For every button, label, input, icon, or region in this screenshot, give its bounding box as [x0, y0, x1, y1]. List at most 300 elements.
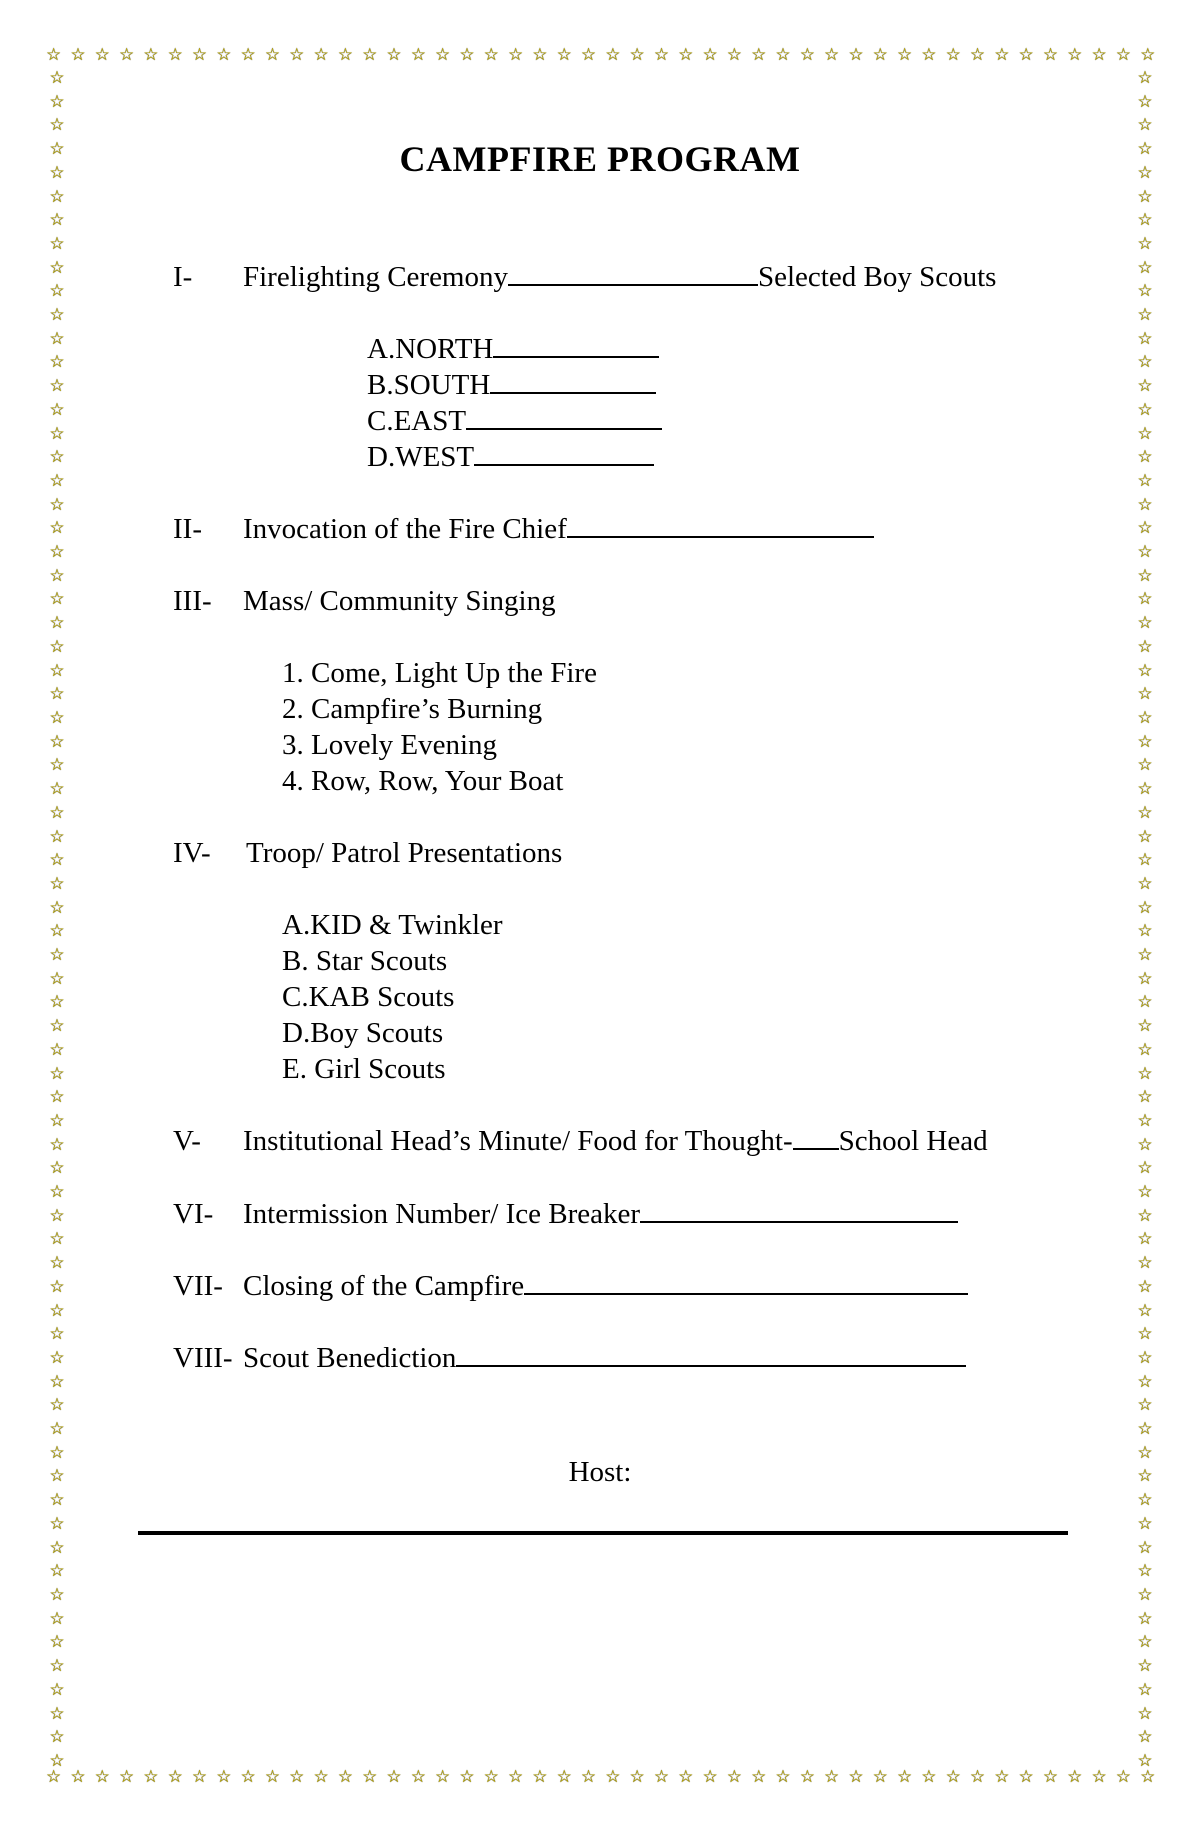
section-numeral: IV-: [173, 837, 211, 869]
list-item-label: D.: [367, 441, 396, 473]
star-icon: ☆: [1137, 1703, 1153, 1724]
star-icon: ☆: [216, 44, 232, 65]
star-icon: ☆: [49, 1158, 65, 1179]
star-icon: ☆: [1137, 755, 1153, 776]
star-icon: ☆: [386, 1766, 402, 1787]
fill-in-blank[interactable]: [474, 440, 654, 466]
section-text: Scout Benediction: [243, 1342, 457, 1374]
star-icon: ☆: [49, 1039, 65, 1060]
star-icon: ☆: [1137, 470, 1153, 491]
star-icon: ☆: [1137, 1087, 1153, 1108]
star-icon: ☆: [49, 257, 65, 278]
star-icon: ☆: [1137, 1490, 1153, 1511]
star-icon: ☆: [1137, 352, 1153, 373]
star-icon: ☆: [337, 44, 353, 65]
star-icon: ☆: [1137, 68, 1153, 88]
host-label: Host:: [568, 1456, 632, 1488]
star-icon: ☆: [313, 1766, 329, 1787]
star-icon: ☆: [799, 44, 815, 65]
star-icon: ☆: [1137, 1039, 1153, 1060]
star-icon: ☆: [605, 44, 621, 65]
star-icon: ☆: [49, 826, 65, 847]
star-icon: ☆: [70, 44, 86, 65]
star-icon: ☆: [1137, 1750, 1153, 1771]
star-icon: ☆: [1137, 1016, 1153, 1037]
section-text: Firelighting Ceremony: [243, 261, 508, 293]
star-icon: ☆: [945, 44, 961, 65]
star-icon: ☆: [507, 44, 524, 65]
star-icon: ☆: [49, 186, 65, 207]
star-icon: ☆: [49, 423, 65, 444]
star-icon: ☆: [1018, 1766, 1034, 1787]
list-item: [282, 980, 454, 1014]
star-icon: ☆: [435, 1766, 451, 1787]
star-icon: ☆: [49, 945, 65, 966]
list-item-label: 2.: [282, 693, 304, 725]
star-icon: ☆: [49, 1561, 65, 1582]
star-icon: ☆: [1137, 210, 1153, 231]
star-icon: ☆: [1137, 1395, 1153, 1416]
star-icon: ☆: [994, 44, 1010, 65]
star-icon: ☆: [580, 44, 597, 65]
star-icon: ☆: [49, 1205, 65, 1226]
star-icon: ☆: [49, 897, 65, 918]
star-icon: ☆: [49, 376, 65, 397]
section-text: Intermission Number/ Ice Breaker: [243, 1198, 640, 1230]
section-numeral: V-: [173, 1125, 201, 1157]
star-icon: ☆: [49, 1300, 65, 1321]
star-icon: ☆: [1137, 921, 1153, 942]
star-icon: ☆: [459, 44, 475, 65]
star-icon: ☆: [1137, 1182, 1153, 1203]
star-icon: ☆: [49, 1253, 65, 1274]
star-icon: ☆: [49, 921, 65, 942]
star-icon: ☆: [49, 115, 65, 136]
star-icon: ☆: [49, 636, 65, 657]
star-icon: ☆: [1137, 1205, 1153, 1226]
star-icon: ☆: [1042, 44, 1059, 65]
list-item-label: D.: [282, 1017, 311, 1049]
star-icon: ☆: [49, 1324, 65, 1345]
star-icon: ☆: [49, 1490, 65, 1511]
star-icon: ☆: [1137, 1229, 1153, 1250]
star-icon: ☆: [1067, 1766, 1083, 1787]
star-icon: ☆: [775, 1766, 791, 1787]
star-icon: ☆: [483, 1766, 499, 1787]
star-icon: ☆: [70, 1766, 86, 1787]
star-icon: ☆: [49, 1087, 65, 1108]
star-icon: ☆: [1137, 945, 1153, 966]
star-icon: ☆: [167, 1766, 183, 1787]
star-icon: ☆: [49, 1419, 65, 1440]
section-line: [243, 1341, 966, 1375]
section-line: [243, 584, 556, 618]
star-icon: ☆: [46, 1766, 62, 1787]
star-icon: ☆: [1137, 826, 1153, 847]
section-text: Institutional Head’s Minute/ Food for Thought-: [243, 1125, 793, 1157]
star-icon: ☆: [362, 1766, 378, 1787]
star-icon: ☆: [49, 210, 65, 231]
star-icon: ☆: [49, 233, 65, 254]
section-line: [243, 1197, 958, 1231]
star-icon: ☆: [532, 44, 548, 65]
star-icon: ☆: [1115, 44, 1131, 65]
star-icon: ☆: [143, 1766, 159, 1787]
star-icon: ☆: [1137, 233, 1153, 254]
section-line: [243, 1269, 968, 1303]
star-icon: ☆: [49, 68, 65, 88]
fill-in-blank[interactable]: [466, 404, 662, 430]
star-icon: ☆: [1137, 1158, 1153, 1179]
star-icon: ☆: [1137, 1253, 1153, 1274]
star-icon: ☆: [921, 1766, 937, 1787]
star-icon: ☆: [580, 1766, 597, 1787]
star-icon: ☆: [49, 1276, 65, 1297]
fill-in-blank[interactable]: [524, 1269, 968, 1295]
star-icon: ☆: [1137, 328, 1153, 349]
star-icon: ☆: [49, 1513, 65, 1534]
list-item: [367, 404, 662, 438]
star-icon: ☆: [49, 1229, 65, 1250]
star-icon: ☆: [1137, 565, 1153, 586]
star-icon: ☆: [362, 44, 378, 65]
star-icon: ☆: [1137, 494, 1153, 515]
star-icon: ☆: [191, 44, 208, 65]
star-icon: ☆: [49, 565, 65, 586]
list-item-label: C.: [282, 981, 309, 1013]
list-item-label: B.: [367, 369, 394, 401]
list-item-text: Campfire’s Burning: [311, 693, 543, 725]
star-icon: ☆: [1137, 1679, 1153, 1700]
list-item-label: A.: [282, 909, 311, 941]
section-line: [243, 1124, 988, 1158]
star-icon: ☆: [264, 44, 281, 65]
star-icon: ☆: [653, 1766, 670, 1787]
star-icon: ☆: [1137, 139, 1153, 160]
star-icon: ☆: [678, 44, 694, 65]
star-icon: ☆: [49, 731, 65, 752]
section-numeral: VIII-: [173, 1342, 233, 1374]
star-icon: ☆: [49, 1750, 65, 1771]
star-icon: ☆: [532, 1766, 548, 1787]
star-icon: ☆: [1137, 802, 1153, 823]
star-icon: ☆: [1137, 447, 1153, 468]
star-icon: ☆: [1137, 257, 1153, 278]
star-icon: ☆: [49, 1585, 65, 1605]
star-icon: ☆: [702, 44, 718, 65]
section-numeral: II-: [173, 513, 202, 545]
star-icon: ☆: [49, 1134, 65, 1155]
star-icon: ☆: [799, 1766, 815, 1787]
star-icon: ☆: [1067, 44, 1083, 65]
star-icon: ☆: [49, 494, 65, 515]
star-icon: ☆: [1137, 684, 1153, 705]
star-icon: ☆: [848, 44, 864, 65]
fill-in-blank[interactable]: [493, 332, 659, 358]
list-item-label: A.: [367, 333, 396, 365]
star-icon: ☆: [1137, 518, 1153, 539]
star-icon: ☆: [216, 1766, 232, 1787]
star-icon: ☆: [143, 44, 159, 65]
star-icon: ☆: [49, 1656, 65, 1677]
star-icon: ☆: [653, 44, 670, 65]
list-item-label: 1.: [282, 657, 304, 689]
list-item-text: Girl Scouts: [314, 1053, 446, 1085]
star-icon: ☆: [49, 684, 65, 705]
star-icon: ☆: [872, 44, 888, 65]
star-icon: ☆: [410, 44, 426, 65]
star-icon: ☆: [49, 91, 65, 112]
star-icon: ☆: [410, 1766, 426, 1787]
star-icon: ☆: [118, 44, 135, 65]
star-icon: ☆: [49, 542, 65, 563]
star-icon: ☆: [240, 44, 256, 65]
star-icon: ☆: [49, 613, 65, 634]
list-item: [367, 368, 656, 402]
star-icon: ☆: [1140, 1766, 1156, 1787]
star-icon: ☆: [1137, 1608, 1153, 1629]
list-item-label: E.: [282, 1053, 307, 1085]
section-numeral: VII-: [173, 1270, 223, 1302]
star-icon: ☆: [49, 328, 65, 349]
star-icon: ☆: [1137, 1134, 1153, 1155]
star-icon: ☆: [1137, 1063, 1153, 1084]
star-icon: ☆: [118, 1766, 135, 1787]
star-icon: ☆: [1137, 1513, 1153, 1534]
star-icon: ☆: [1137, 1300, 1153, 1321]
star-icon: ☆: [49, 755, 65, 776]
star-icon: ☆: [1137, 636, 1153, 657]
star-icon: ☆: [1137, 1324, 1153, 1345]
star-icon: ☆: [1137, 1347, 1153, 1368]
star-border-top: [46, 44, 1156, 66]
star-icon: ☆: [824, 1766, 840, 1787]
star-icon: ☆: [1137, 707, 1153, 728]
star-icon: ☆: [921, 44, 937, 65]
star-icon: ☆: [49, 992, 65, 1013]
star-icon: ☆: [629, 44, 645, 65]
star-icon: ☆: [824, 44, 840, 65]
star-icon: ☆: [49, 399, 65, 420]
list-item: [282, 944, 447, 978]
star-icon: ☆: [1137, 613, 1153, 634]
star-icon: ☆: [49, 1608, 65, 1629]
star-icon: ☆: [1137, 376, 1153, 397]
star-icon: ☆: [49, 281, 65, 302]
star-icon: ☆: [848, 1766, 864, 1787]
star-icon: ☆: [49, 305, 65, 326]
star-icon: ☆: [1137, 162, 1153, 183]
star-icon: ☆: [49, 660, 65, 681]
fill-in-blank[interactable]: [567, 512, 874, 538]
star-icon: ☆: [1140, 44, 1156, 65]
list-item: [282, 692, 542, 726]
section-text: Invocation of the Fire Chief: [243, 513, 567, 545]
star-icon: ☆: [49, 1016, 65, 1037]
star-icon: ☆: [1137, 1537, 1153, 1558]
star-icon: ☆: [1137, 1632, 1153, 1653]
section-line: [243, 260, 996, 294]
section-text: Closing of the Campfire: [243, 1270, 525, 1302]
list-item-text: SOUTH: [393, 369, 491, 401]
star-icon: ☆: [49, 470, 65, 491]
host-signature-line[interactable]: [138, 1531, 1068, 1535]
list-item-text: NORTH: [395, 333, 494, 365]
star-icon: ☆: [507, 1766, 524, 1787]
star-icon: ☆: [896, 44, 913, 65]
star-icon: ☆: [94, 1766, 110, 1787]
star-icon: ☆: [94, 44, 110, 65]
section-numeral: III-: [173, 585, 212, 617]
star-icon: ☆: [751, 44, 767, 65]
star-icon: ☆: [49, 589, 65, 610]
section-suffix: School Head: [838, 1125, 988, 1157]
star-icon: ☆: [49, 1632, 65, 1653]
star-icon: ☆: [191, 1766, 208, 1787]
star-icon: ☆: [49, 352, 65, 373]
star-icon: ☆: [459, 1766, 475, 1787]
list-item-label: 3.: [282, 729, 304, 761]
list-item-text: Row, Row, Your Boat: [311, 765, 564, 797]
star-icon: ☆: [1137, 1276, 1153, 1297]
star-icon: ☆: [49, 518, 65, 539]
star-border-left: [46, 70, 68, 1770]
section-numeral: I-: [173, 261, 193, 293]
list-item-text: EAST: [393, 405, 467, 437]
star-icon: ☆: [167, 44, 183, 65]
list-item-text: Boy Scouts: [310, 1017, 444, 1049]
star-icon: ☆: [556, 44, 572, 65]
list-item-text: Lovely Evening: [311, 729, 498, 761]
star-icon: ☆: [46, 44, 62, 65]
star-icon: ☆: [726, 1766, 742, 1787]
star-icon: ☆: [49, 1395, 65, 1416]
star-icon: ☆: [751, 1766, 767, 1787]
star-icon: ☆: [702, 1766, 718, 1787]
star-icon: ☆: [775, 44, 791, 65]
star-icon: ☆: [49, 1063, 65, 1084]
star-icon: ☆: [49, 1442, 65, 1463]
star-icon: ☆: [49, 1466, 65, 1487]
star-icon: ☆: [49, 162, 65, 183]
star-icon: ☆: [1137, 1727, 1153, 1748]
list-item-text: KID & Twinkler: [310, 909, 503, 941]
list-item: [282, 728, 497, 762]
star-icon: ☆: [49, 139, 65, 160]
star-icon: ☆: [337, 1766, 353, 1787]
star-icon: ☆: [49, 968, 65, 989]
star-icon: ☆: [483, 44, 499, 65]
star-icon: ☆: [1137, 423, 1153, 444]
star-icon: ☆: [313, 44, 329, 65]
star-icon: ☆: [49, 447, 65, 468]
star-icon: ☆: [49, 1537, 65, 1558]
star-icon: ☆: [240, 1766, 256, 1787]
section-text: Mass/ Community Singing: [243, 585, 556, 617]
list-item: [282, 764, 563, 798]
star-icon: ☆: [49, 1371, 65, 1392]
star-icon: ☆: [629, 1766, 645, 1787]
star-icon: ☆: [1042, 1766, 1059, 1787]
star-icon: ☆: [49, 1679, 65, 1700]
list-item: [282, 908, 503, 942]
star-icon: ☆: [264, 1766, 281, 1787]
star-icon: ☆: [386, 44, 402, 65]
list-item-label: 4.: [282, 765, 304, 797]
star-icon: ☆: [1137, 1442, 1153, 1463]
star-icon: ☆: [994, 1766, 1010, 1787]
list-item: [282, 1052, 446, 1086]
list-item: [367, 440, 654, 474]
star-icon: ☆: [435, 44, 451, 65]
fill-in-blank[interactable]: [490, 368, 656, 394]
section-line: [243, 512, 874, 546]
star-icon: ☆: [1137, 399, 1153, 420]
star-icon: ☆: [726, 44, 742, 65]
star-icon: ☆: [289, 1766, 305, 1787]
list-item: [282, 1016, 443, 1050]
star-icon: ☆: [1137, 1110, 1153, 1131]
list-item-text: Come, Light Up the Fire: [311, 657, 597, 689]
star-icon: ☆: [1137, 542, 1153, 563]
list-item-label: C.: [367, 405, 394, 437]
star-icon: ☆: [1137, 1371, 1153, 1392]
star-icon: ☆: [1137, 779, 1153, 800]
fill-in-blank[interactable]: [640, 1197, 958, 1223]
star-icon: ☆: [1115, 1766, 1131, 1787]
star-icon: ☆: [1137, 850, 1153, 871]
star-icon: ☆: [1137, 731, 1153, 752]
star-icon: ☆: [49, 850, 65, 871]
star-icon: ☆: [1137, 91, 1153, 112]
star-icon: ☆: [1137, 589, 1153, 610]
star-icon: ☆: [1137, 992, 1153, 1013]
star-icon: ☆: [289, 44, 305, 65]
star-icon: ☆: [1137, 1466, 1153, 1487]
star-icon: ☆: [1137, 873, 1153, 894]
star-icon: ☆: [896, 1766, 913, 1787]
star-icon: ☆: [49, 1110, 65, 1131]
star-border-bottom: [46, 1766, 1156, 1788]
star-icon: ☆: [1137, 1585, 1153, 1605]
star-icon: ☆: [1137, 968, 1153, 989]
star-icon: ☆: [49, 802, 65, 823]
star-icon: ☆: [969, 44, 986, 65]
star-icon: ☆: [1137, 660, 1153, 681]
star-icon: ☆: [1137, 1419, 1153, 1440]
section-line: [246, 836, 562, 870]
section-text: Troop/ Patrol Presentations: [246, 837, 563, 869]
star-icon: ☆: [49, 1727, 65, 1748]
page-title: CAMPFIRE PROGRAM: [399, 139, 801, 179]
star-icon: ☆: [1137, 281, 1153, 302]
fill-in-blank[interactable]: [508, 260, 758, 286]
star-icon: ☆: [1137, 305, 1153, 326]
star-icon: ☆: [49, 707, 65, 728]
star-icon: ☆: [1137, 1656, 1153, 1677]
star-icon: ☆: [49, 1703, 65, 1724]
star-icon: ☆: [969, 1766, 986, 1787]
fill-in-blank[interactable]: [793, 1124, 839, 1150]
list-item-text: Star Scouts: [315, 945, 448, 977]
fill-in-blank[interactable]: [456, 1341, 966, 1367]
star-icon: ☆: [678, 1766, 694, 1787]
star-icon: ☆: [1137, 1561, 1153, 1582]
list-item-text: WEST: [395, 441, 475, 473]
star-icon: ☆: [49, 1182, 65, 1203]
section-numeral: VI-: [173, 1198, 214, 1230]
star-icon: ☆: [1137, 897, 1153, 918]
